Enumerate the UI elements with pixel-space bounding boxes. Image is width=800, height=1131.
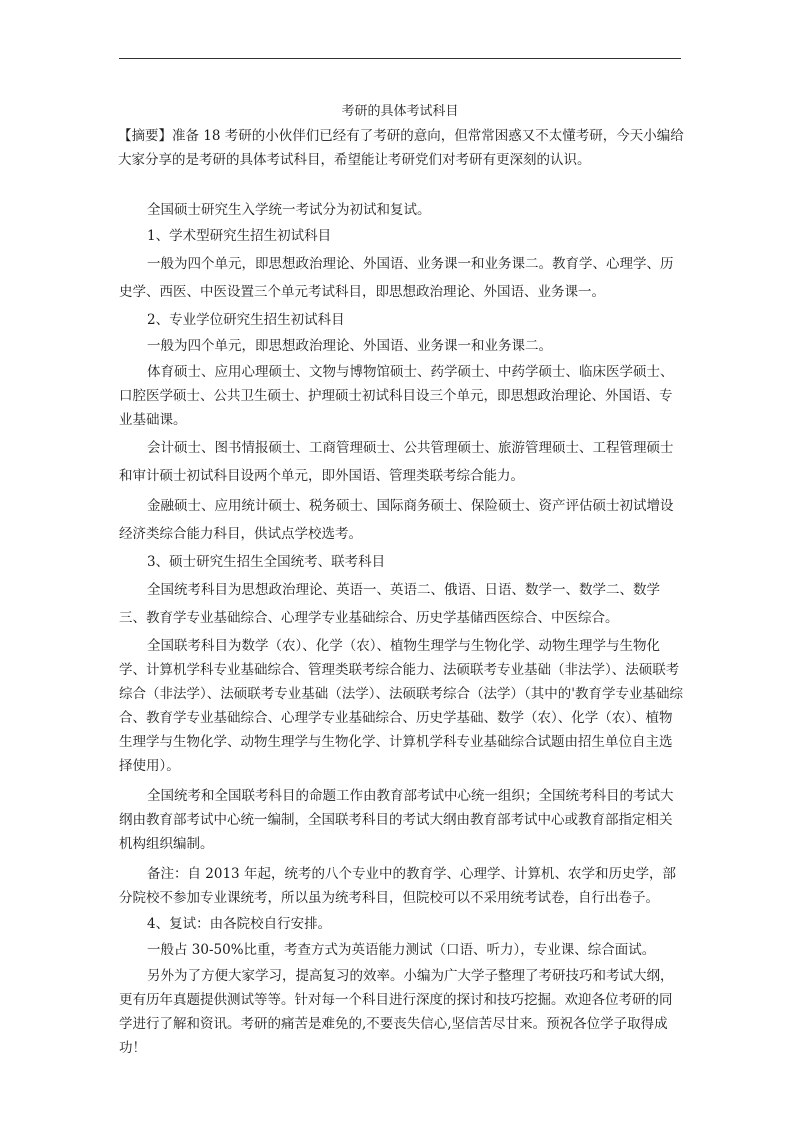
section-heading-3: 3、硕士研究生招生全国统考、联考科目 xyxy=(147,554,386,570)
paragraph: 全国联考科目为数学（农）、化学（农）、植物生理学与生物化学、动物生理学与生物化学、计算机学科专业基础综合、管理类联考综合能力、法硕联考专业基础（非法学）、法硕联考综合（非法学）、法硕联考专业基础（法学）、法硕联考综合（法学）（其中的'教育学专业基础综合、教育学专业基础综合、心理学专业基础综合、历史学基础、数学（农）、化学（农）、植物生理学与生物化学、动物生理学与生物化学、计算机学科专业基础综合试题由招生单位自主选择使用）。 xyxy=(119,638,683,774)
summary-text: 准备 18 考研的小伙伴们已经有了考研的意向，但常常困惑又不太懂考研，今天小编给大家分享的是考研的具体考试科目，希望能让考研党们对考研有更深刻的认识。 xyxy=(118,128,684,168)
header-rule xyxy=(119,58,681,59)
paragraph: 体育硕士、应用心理硕士、文物与博物馆硕士、药学硕士、中药学硕士、临床医学硕士、口腔医学硕士、公共卫生硕士、护理硕士初试科目设三个单元，即思想政治理论、外国语、专业基础课。 xyxy=(119,364,674,428)
summary xyxy=(118,124,684,172)
paragraph: 一般为四个单元，即思想政治理论、外国语、业务课一和业务课二。教育学、心理学、历史学、西医、中医设置三个单元考试科目，即思想政治理论、外国语、业务课一。 xyxy=(119,256,674,300)
paragraph: 全国统考科目为思想政治理论、英语一、英语二、俄语、日语、数学一、数学二、数学三、教育学专业基础综合、心理学专业基础综合、历史学基储西医综合、中医综合。 xyxy=(119,582,660,626)
document-body xyxy=(119,198,685,1060)
paragraph: 金融硕士、应用统计硕士、税务硕士、国际商务硕士、保险硕士、资产评估硕士初试增设经济类综合能力科目，供试点学校选考。 xyxy=(119,498,674,542)
paragraph-intro: 全国硕士研究生入学统一考试分为初试和复试。 xyxy=(147,202,431,218)
paragraph: 会计硕士、图书情报硕士、工商管理硕士、公共管理硕士、旅游管理硕士、工程管理硕士和审计硕士初试科目设两个单元，即外国语、管理类联考综合能力。 xyxy=(119,440,674,484)
paragraph: 全国统考和全国联考科目的命题工作由教育部考试中心统一组织；全国统考科目的考试大纲由教育部考试中心统一编制，全国联考科目的考试大纲由教育部考试中心或教育部指定相关机构组织编制。 xyxy=(119,788,674,852)
paragraph: 一般为四个单元，即思想政治理论、外国语、业务课一和业务课二。 xyxy=(147,338,552,354)
section-heading-2: 2、专业学位研究生招生初试科目 xyxy=(147,312,345,328)
paragraph-closing: 另外为了方便大家学习，提高复习的效率。小编为广大学子整理了考研技巧和考试大纲，更有历年真题提供测试等等。针对每一个科目进行深度的探讨和技巧挖掘。欢迎各位考研的同学进行了解和资讯。考研的痛苦是难免的,不要丧失信心,坚信苦尽甘来。预祝各位学子取得成功！ xyxy=(119,968,674,1056)
section-heading-4: 4、复试：由各院校自行安排。 xyxy=(147,916,332,932)
paragraph: 一般占 30-50%比重，考查方式为英语能力测试（口语、听力），专业课、综合面试。 xyxy=(147,942,656,958)
section-heading-1: 1、学术型研究生招生初试科目 xyxy=(147,228,332,244)
document-title: 考研的具体考试科目 xyxy=(341,104,459,119)
paragraph-note: 备注：自 2013 年起，统考的八个专业中的教育学、心理学、计算机、农学和历史学，部分院校不参加专业课统考，所以虽为统考科目，但院校可以不采用统考试卷，自行出卷子。 xyxy=(119,866,676,906)
summary-tag: 【摘要】 xyxy=(118,128,172,144)
